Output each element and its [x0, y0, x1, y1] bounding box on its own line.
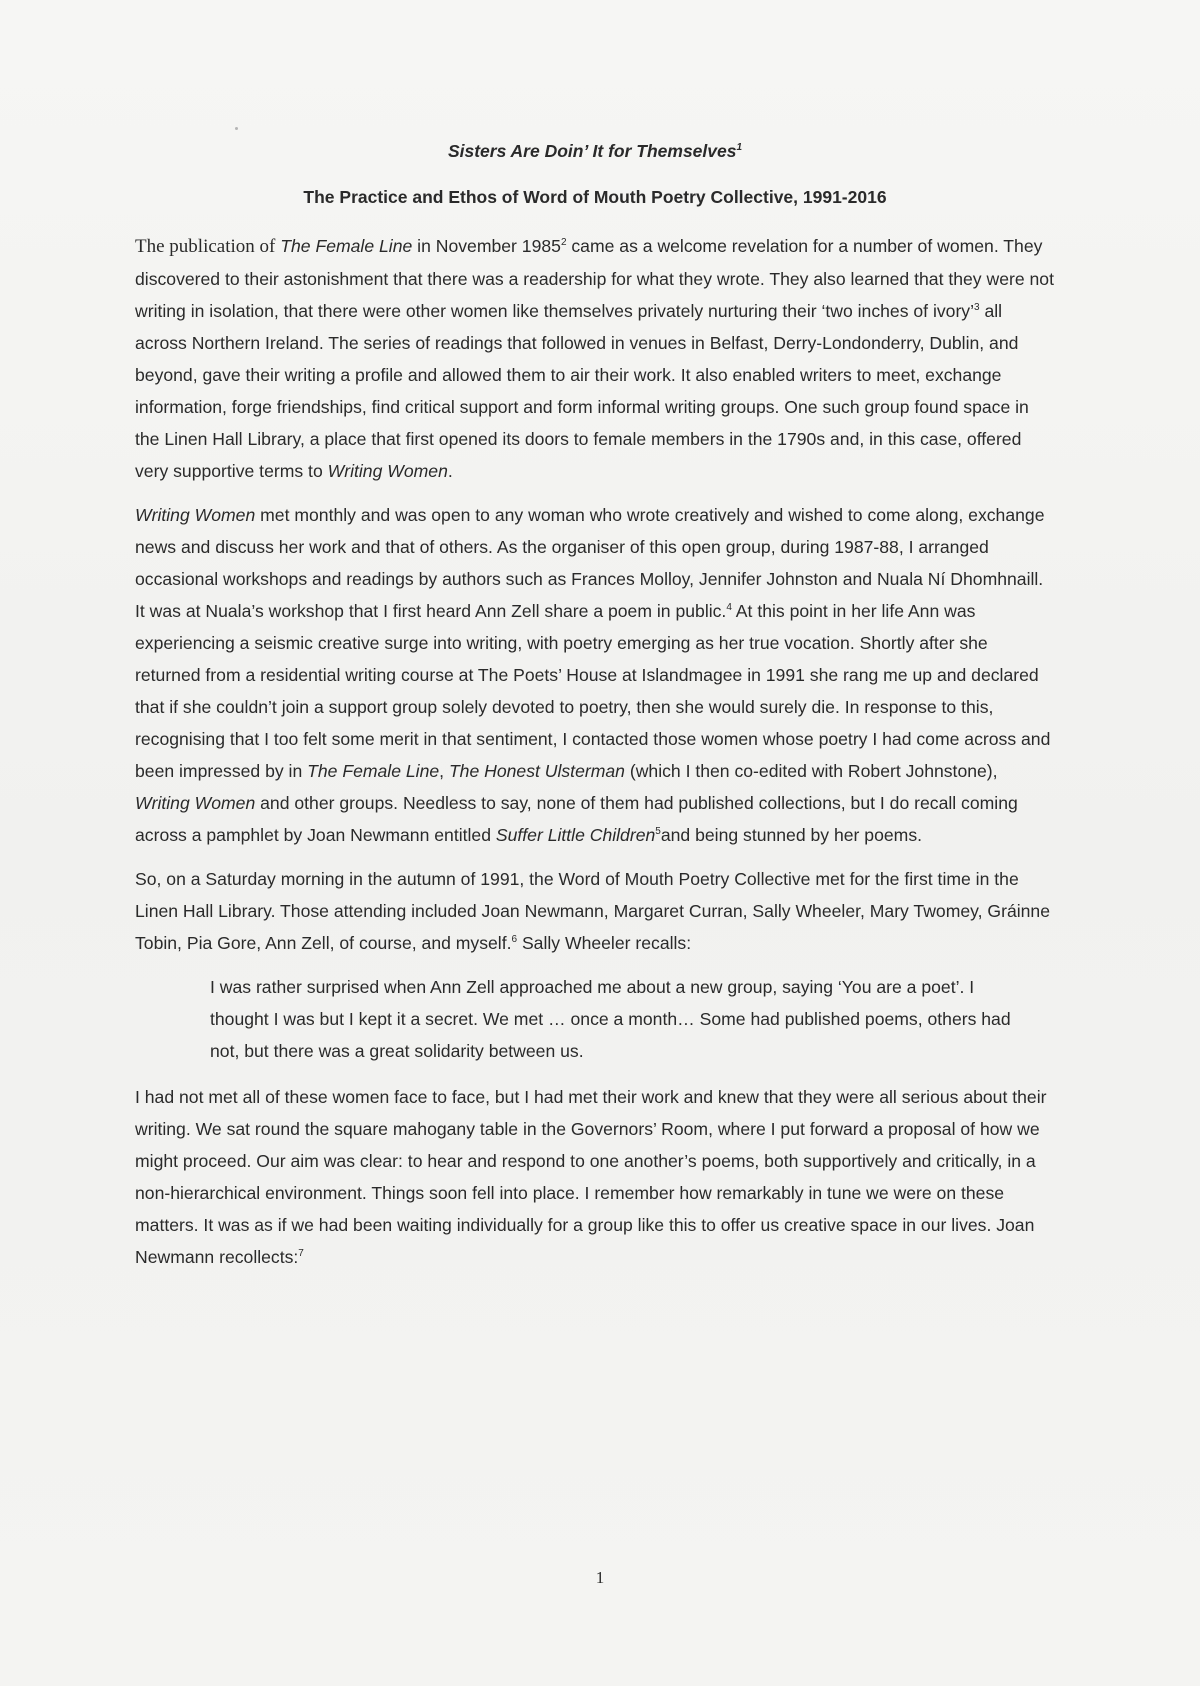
italic-title: The Female Line [280, 236, 413, 256]
paragraph-4 [135, 1081, 1055, 1273]
text-run: , [439, 761, 449, 781]
italic-title: Suffer Little Children [495, 825, 656, 845]
document-subtitle: The Practice and Ethos of Word of Mouth Poetry Collective, 1991-2016 [303, 187, 887, 207]
footnote-marker: 2 [560, 237, 567, 249]
paragraph-3 [135, 863, 1055, 959]
page-number: 1 [595, 1568, 605, 1587]
text-run: . [447, 461, 453, 481]
footnote-marker: 3 [974, 302, 980, 314]
text-run: all across Northern Ireland. The series of readings that followed in venues in Belfast, Derry-Londonderry, Dublin, and beyond, gave their writing a profile and allowed them to air their work. It also enabled writers to meet, exchange information, forge friendships, find critical support and form informal writing groups. One such group found space in the Linen Hall Library, a place that first opened its doors to female members in the 1790s and, in this case, offered very supportive terms to [135, 301, 1029, 481]
text-run: I had not met all of these women face to face, but I had met their work and knew that they were all serious about their writing. We sat round the square mahogany table in the Governors’ Room, where I put forward a proposal of how we might proceed. Our aim was clear: to hear and respond to one another’s poems, both supportively and critically, in a non-hierarchical environment. Things soon fell into place. I remember how remarkably in tune we were on these matters. It was as if we had been waiting individually for a group like this to offer us creative space in our lives. Joan Newmann recollects: [135, 1087, 1047, 1267]
paper-speck [235, 127, 238, 130]
text-run: So, on a Saturday morning in the autumn of 1991, the Word of Mouth Poetry Collective met for the first time in the Linen Hall Library. Those attending included Joan Newmann, Margaret Curran, Sally Wheeler, Mary Twomey, Gráinne Tobin, Pia Gore, Ann Zell, of course, and myself. [135, 869, 1050, 953]
text-run: At this point in her life Ann was experiencing a seismic creative surge into writing, with poetry emerging as her true vocation. Shortly after she returned from a residential writing course at The Poets’ House at Islandmagee in 1991 she rang me up and declared that if she couldn’t join a support group solely devoted to poetry, then she would surely die. In response to this, recognising that I too felt some merit in that sentiment, I contacted those women whose poetry I had come across and been impressed by in [135, 601, 1051, 781]
text-run: and being stunned by her poems. [660, 825, 923, 845]
text-run: Sally Wheeler recalls: [517, 933, 692, 953]
paragraph-1 [135, 230, 1055, 487]
document-title [135, 138, 1055, 164]
italic-title: Writing Women [135, 505, 256, 525]
italic-title: Writing Women [135, 793, 256, 813]
text-run: in November 1985 [412, 236, 561, 256]
footnote-marker: 6 [511, 934, 518, 946]
block-quote: I was rather surprised when Ann Zell approached me about a new group, saying ‘You are a poet’. I thought I was but I kept it a secret. We met … once a month… Some had published poems, others had not, but there was a great solidarity between us. [210, 977, 1011, 1061]
footnote-marker: 5 [655, 826, 661, 838]
text-run: met monthly and was open to any woman who wrote creatively and wished to come along, exchange news and discuss her work and that of others. As the organiser of this open group, during 1987-88, I arranged occasional workshops and readings by authors such as Frances Molloy, Jennifer Johnston and Nuala Ní Dhomhnaill. It was at Nuala’s workshop that I first heard Ann Zell share a poem in public. [135, 505, 1045, 621]
title-text: Sisters Are Doin’ It for Themselves [447, 141, 737, 161]
text-run: (which I then co-edited with Robert Johnstone), [624, 761, 998, 781]
document-body [135, 138, 1055, 1285]
footnote-marker: 1 [736, 142, 743, 154]
footnote-marker: 4 [726, 602, 732, 614]
text-run: came as a welcome revelation for a number of women. They discovered to their astonishment that there was a readership for what they wrote. They also learned that they were not writing in isolation, that there were other women like themselves privately nurturing their ‘two inches of ivory’ [135, 236, 1054, 321]
text-run: and other groups. Needless to say, none of them had published collections, but I do recall coming across a pamphlet by Joan Newmann entitled [135, 793, 1018, 845]
italic-title: The Honest Ulsterman [448, 761, 625, 781]
opening-words: The publication of [135, 236, 276, 257]
paragraph-2 [135, 499, 1055, 851]
footnote-marker: 7 [298, 1248, 304, 1260]
italic-title: Writing Women [327, 461, 448, 481]
italic-title: The Female Line [307, 761, 440, 781]
